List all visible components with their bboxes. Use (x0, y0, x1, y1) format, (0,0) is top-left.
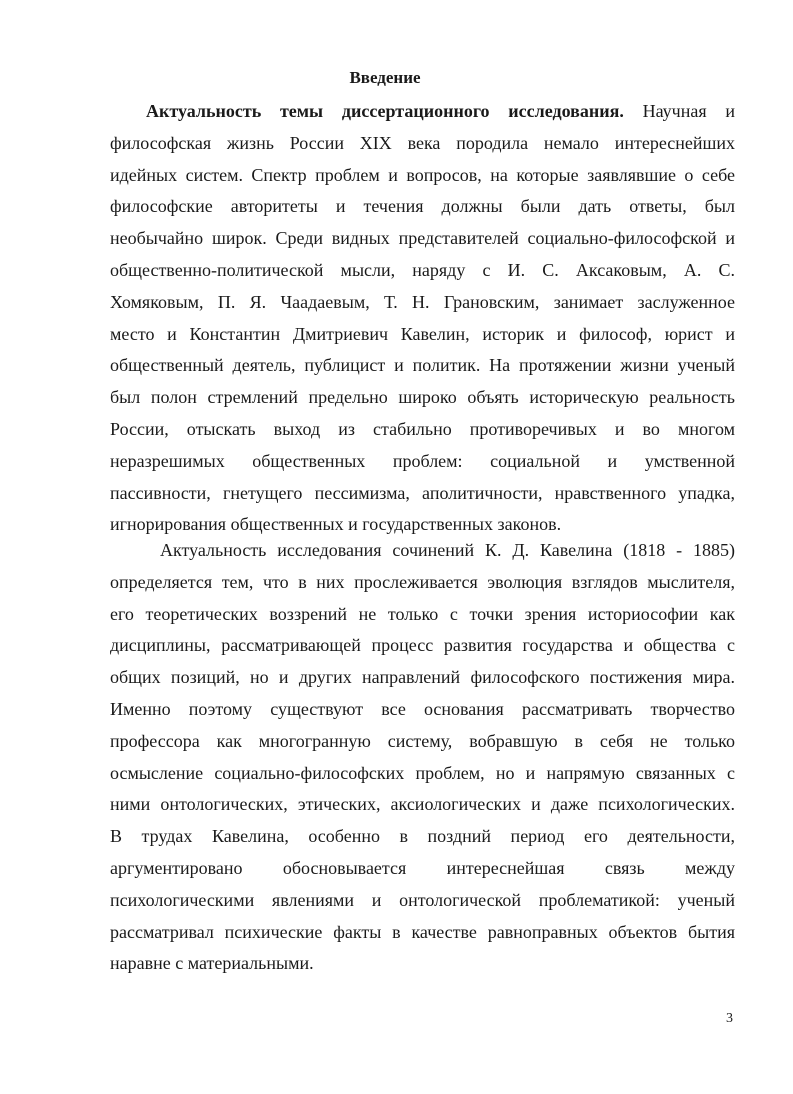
paragraph-line: философские авторитеты и течения должны были дать ответы, был (110, 196, 735, 217)
paragraph-line: осмысление социально-философских проблем, но и напрямую связанных с (110, 762, 735, 783)
paragraph-line: идейных систем. Спектр проблем и вопросов, на которые заявлявшие о себе (110, 164, 735, 185)
paragraph-line: Актуальность исследования сочинений К. Д. Кавелина (1818 - 1885) (160, 540, 735, 560)
paragraph-line: аргументировано обосновывается интереснейшая связь между (110, 857, 735, 878)
lead-bold-phrase: Актуальность темы диссертационного исследования. (146, 101, 624, 121)
paragraph-line: наравне с материальными. (110, 953, 314, 974)
paragraph-line: его теоретических воззрений не только с точки зрения историософии как (110, 603, 735, 624)
paragraph-line: В трудах Кавелина, особенно в поздний период его деятельности, (110, 826, 735, 847)
paragraph-line: общественный деятель, публицист и политик. На протяжении жизни ученый (110, 355, 735, 376)
paragraph-line: место и Константин Дмитриевич Кавелин, историк и философ, юрист и (110, 323, 735, 344)
line-text: Научная и (623, 101, 735, 121)
paragraph-line: психологическими явлениями и онтологической проблематикой: ученый (110, 889, 735, 910)
paragraph-line: философская жизнь России XIX века породила немало интереснейших (110, 132, 735, 153)
paragraph-line: Хомяковым, П. Я. Чаадаевым, Т. Н. Грановским, занимает заслуженное (110, 291, 735, 312)
paragraph-line: общественно-политической мысли, наряду с И. С. Аксаковым, А. С. (110, 259, 735, 280)
paragraph-line: ними онтологических, этических, аксиологических и даже психологических. (110, 794, 735, 815)
paragraph-line: был полон стремлений предельно широко объять историческую реальность (110, 387, 735, 408)
paragraph-line: определяется тем, что в них прослеживается эволюция взглядов мыслителя, (110, 571, 735, 592)
paragraph-line: общих позиций, но и других направлений философского постижения мира. (110, 667, 735, 688)
paragraph-line: Именно поэтому существуют все основания рассматривать творчество (110, 698, 735, 719)
paragraph-line (110, 96, 735, 128)
paragraph-line: игнорирования общественных и государственных законов. (110, 514, 562, 535)
section-heading: Введение (349, 68, 421, 87)
paragraph-relevance-kavelin (110, 535, 735, 980)
page-number: 3 (726, 1011, 733, 1026)
paragraph-line: рассматривал психические факты в качестве равноправных объектов бытия (110, 921, 735, 942)
paragraph-line: дисциплины, рассматривающей процесс развития государства и общества с (110, 635, 735, 656)
paragraph-line: необычайно широк. Среди видных представителей социально-философской и (110, 228, 735, 249)
paragraph-line: России, отыскать выход из стабильно противоречивых и во многом (110, 418, 735, 439)
paragraph-line: профессора как многогранную систему, вобравшую в себя не только (110, 730, 735, 751)
paragraph-relevance-intro (110, 96, 735, 541)
paragraph-line: неразрешимых общественных проблем: социальной и умственной (110, 450, 735, 471)
paragraph-line: пассивности, гнетущего пессимизма, аполитичности, нравственного упадка, (110, 482, 735, 503)
